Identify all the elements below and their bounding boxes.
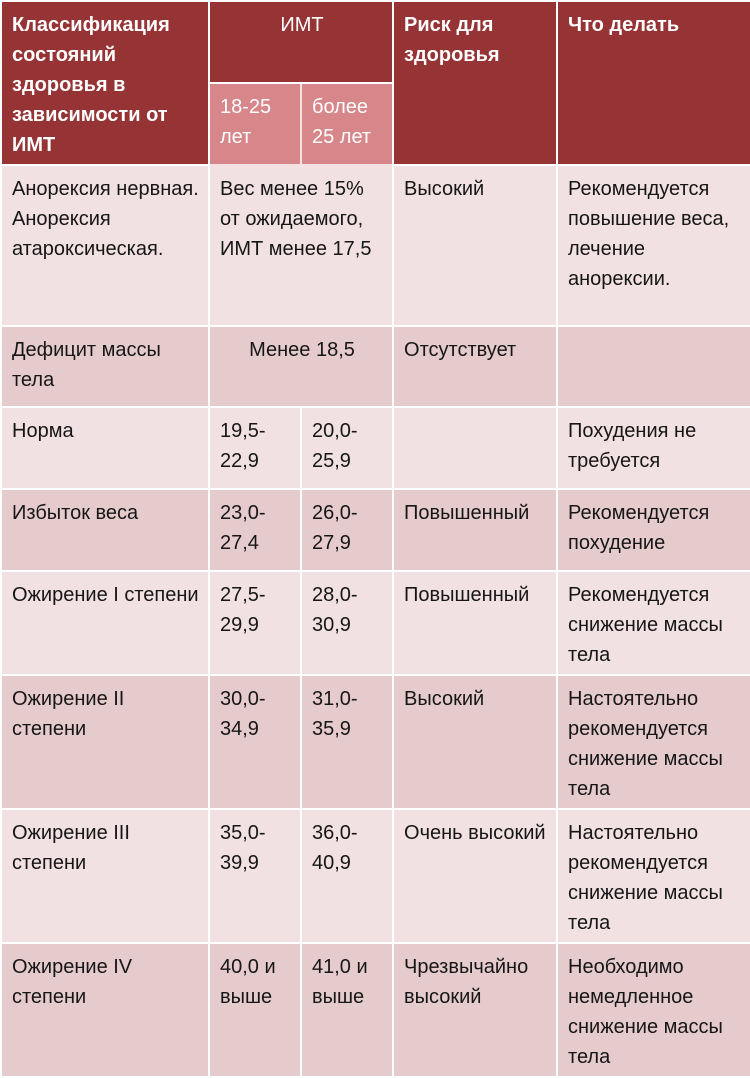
header-risk: Риск для здоровья	[393, 1, 557, 165]
risk-cell: Высокий	[393, 675, 557, 809]
header-bmi: ИМТ	[209, 1, 393, 83]
bmi-18-25-cell: 27,5-29,9	[209, 571, 301, 675]
condition-cell: Избыток веса	[1, 489, 209, 571]
risk-cell: Повышенный	[393, 571, 557, 675]
table-row	[1, 943, 750, 1077]
bmi-cell: Менее 18,5	[209, 326, 393, 407]
table-header-row	[1, 1, 750, 83]
action-cell: Рекомендуется повышение веса, лечение анорексии.	[557, 165, 750, 326]
condition-cell: Норма	[1, 407, 209, 489]
condition-cell: Ожирение II степени	[1, 675, 209, 809]
bmi-18-25-cell: 40,0 и выше	[209, 943, 301, 1077]
table-row	[1, 489, 750, 571]
table-row	[1, 809, 750, 943]
bmi-cell: Вес менее 15% от ожидаемого, ИМТ менее 17,5	[209, 165, 393, 326]
header-age-18-25: 18-25 лет	[209, 83, 301, 165]
condition-cell: Анорексия нервная. Анорексия атароксическая.	[1, 165, 209, 326]
bmi-over-25-cell: 28,0-30,9	[301, 571, 393, 675]
condition-cell: Ожирение III степени	[1, 809, 209, 943]
action-cell: Рекомендуется снижение массы тела	[557, 571, 750, 675]
header-classification: Классификация состояний здоровья в зависимости от ИМТ	[1, 1, 209, 165]
bmi-over-25-cell: 41,0 и выше	[301, 943, 393, 1077]
action-cell: Настоятельно рекомендуется снижение массы тела	[557, 675, 750, 809]
bmi-18-25-cell: 35,0-39,9	[209, 809, 301, 943]
bmi-18-25-cell: 23,0-27,4	[209, 489, 301, 571]
risk-cell: Повышенный	[393, 489, 557, 571]
action-cell: Рекомендуется похудение	[557, 489, 750, 571]
action-cell: Настоятельно рекомендуется снижение массы тела	[557, 809, 750, 943]
bmi-over-25-cell: 36,0-40,9	[301, 809, 393, 943]
header-action: Что делать	[557, 1, 750, 165]
condition-cell: Дефицит массы тела	[1, 326, 209, 407]
table-row	[1, 571, 750, 675]
condition-cell: Ожирение IV степени	[1, 943, 209, 1077]
risk-cell: Отсутствует	[393, 326, 557, 407]
bmi-18-25-cell: 19,5-22,9	[209, 407, 301, 489]
risk-cell	[393, 407, 557, 489]
table-row	[1, 675, 750, 809]
action-cell	[557, 326, 750, 407]
bmi-over-25-cell: 20,0-25,9	[301, 407, 393, 489]
action-cell: Похудения не требуется	[557, 407, 750, 489]
bmi-18-25-cell: 30,0-34,9	[209, 675, 301, 809]
risk-cell: Высокий	[393, 165, 557, 326]
bmi-over-25-cell: 31,0-35,9	[301, 675, 393, 809]
bmi-over-25-cell: 26,0-27,9	[301, 489, 393, 571]
table-row	[1, 165, 750, 326]
header-age-over-25: более 25 лет	[301, 83, 393, 165]
action-cell: Необходимо немедленное снижение массы тела	[557, 943, 750, 1077]
risk-cell: Чрезвычайно высокий	[393, 943, 557, 1077]
table-row	[1, 326, 750, 407]
risk-cell: Очень высокий	[393, 809, 557, 943]
table-row	[1, 407, 750, 489]
condition-cell: Ожирение I степени	[1, 571, 209, 675]
